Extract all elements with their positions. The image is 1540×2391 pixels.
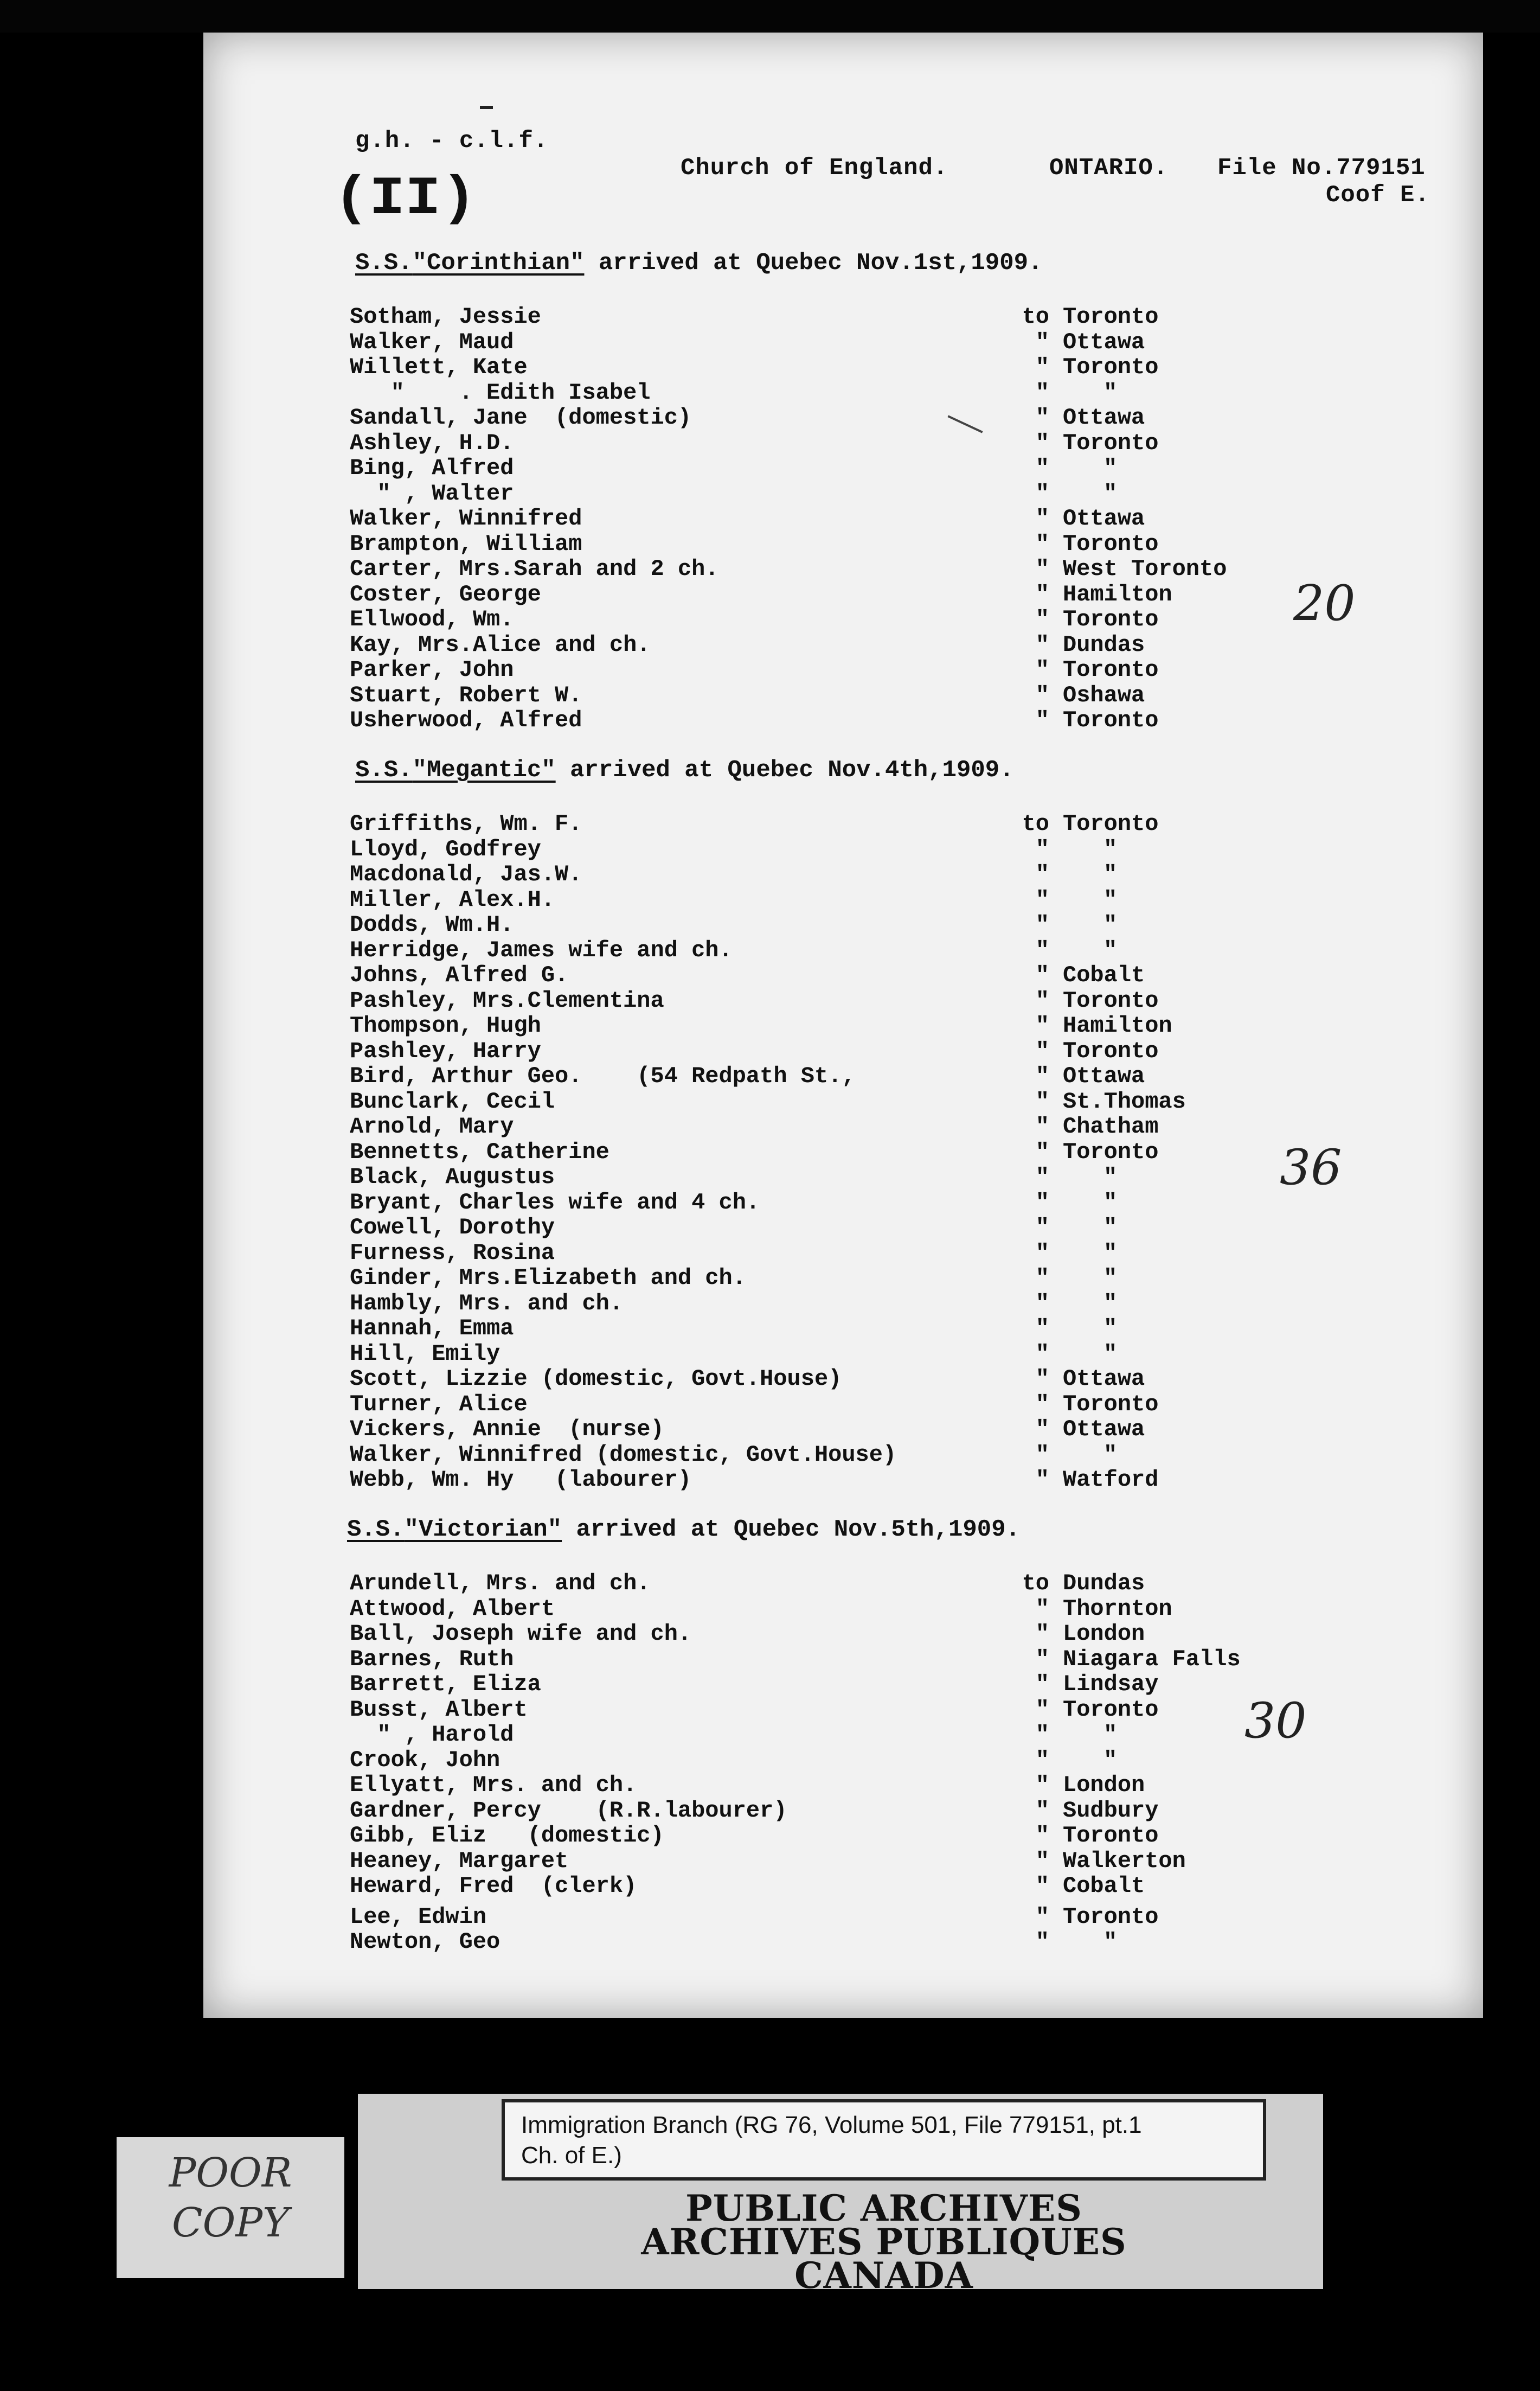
destination: Toronto: [1063, 304, 1159, 330]
to-marker: ": [1035, 1797, 1049, 1824]
passenger-name: Pashley, Mrs.Clementina: [350, 987, 664, 1014]
ship-name: "Corinthian": [412, 250, 585, 277]
destination: Chatham: [1063, 1114, 1159, 1140]
to-marker: ": [1035, 1873, 1049, 1899]
destination: Toronto: [1063, 606, 1159, 632]
handwritten-count: 36: [1280, 1139, 1342, 1196]
passenger-row: [203, 682, 1483, 707]
arrival-text: arrived at Quebec Nov.5th,1909.: [562, 1516, 1021, 1543]
passenger-name: Griffiths, Wm. F.: [350, 811, 582, 837]
passenger-name: Barnes, Ruth: [350, 1646, 514, 1672]
destination: ": [1103, 1265, 1118, 1291]
passenger-row: [203, 1416, 1483, 1441]
ship-heading: [355, 757, 1014, 784]
passenger-name: Ball, Joseph wife and ch.: [350, 1621, 692, 1647]
passenger-row: [203, 1747, 1483, 1772]
to-marker: ": [1035, 1290, 1049, 1316]
to-marker: ": [1035, 1265, 1049, 1291]
destination: St.Thomas: [1063, 1088, 1186, 1115]
passenger-name: Willett, Kate: [350, 354, 528, 380]
passenger-row: [203, 707, 1483, 732]
passenger-row: [203, 1038, 1483, 1063]
passenger-name: Kay, Mrs.Alice and ch.: [350, 631, 651, 658]
passenger-row: [203, 632, 1483, 657]
to-marker: ": [1035, 1164, 1049, 1190]
passenger-name: Bryant, Charles wife and 4 ch.: [350, 1189, 760, 1216]
passenger-row: [203, 1442, 1483, 1467]
ship-heading: [355, 250, 1042, 277]
poor-copy-line-2: COPY: [172, 2200, 289, 2246]
passenger-name: Bing, Alfred: [350, 455, 514, 481]
destination: Oshawa: [1063, 682, 1145, 708]
passenger-name: Furness, Rosina: [350, 1239, 555, 1266]
to-marker: ": [1035, 506, 1049, 532]
header-code: Coof E.: [1326, 182, 1430, 209]
header-province: ONTARIO.: [1049, 155, 1169, 182]
passenger-row: [203, 937, 1483, 962]
passenger-name: " , Walter: [350, 480, 514, 507]
destination: ": [1103, 912, 1118, 938]
destination: ": [1103, 1722, 1118, 1748]
passenger-name: Macdonald, Jas.W.: [350, 861, 582, 887]
destination: West Toronto: [1063, 556, 1227, 582]
passenger-name: Vickers, Annie (nurse): [350, 1416, 664, 1442]
passenger-row: [203, 836, 1483, 861]
passenger-row: [203, 1798, 1483, 1823]
passenger-row: [203, 912, 1483, 937]
passenger-name: Walker, Maud: [350, 329, 514, 355]
destination: ": [1103, 1239, 1118, 1266]
to-marker: ": [1035, 1903, 1049, 1930]
passenger-name: Dodds, Wm.H.: [350, 912, 514, 938]
to-marker: ": [1035, 912, 1049, 938]
passenger-name: Crook, John: [350, 1747, 501, 1773]
passenger-name: Newton, Geo: [350, 1929, 501, 1955]
destination: Toronto: [1063, 1038, 1159, 1064]
passenger-name: Pashley, Harry: [350, 1038, 541, 1064]
passenger-name: Hannah, Emma: [350, 1315, 514, 1341]
to-marker: ": [1035, 530, 1049, 557]
passenger-row: [203, 1596, 1483, 1621]
document-page: [203, 33, 1483, 2018]
to-marker: ": [1035, 1467, 1049, 1493]
to-marker: ": [1035, 379, 1049, 406]
destination: ": [1103, 1315, 1118, 1341]
passenger-name: Black, Augustus: [350, 1164, 555, 1190]
handwritten-count: 30: [1244, 1692, 1307, 1749]
archives-stamp: [640, 2187, 1128, 2297]
passenger-row: [203, 657, 1483, 682]
passenger-name: Carter, Mrs.Sarah and 2 ch.: [350, 556, 719, 582]
handwritten-mark: (ΙΙ): [333, 169, 477, 230]
destination: Thornton: [1063, 1595, 1172, 1622]
to-marker: to: [1022, 1570, 1049, 1596]
passenger-name: Attwood, Albert: [350, 1595, 555, 1622]
passenger-row: [203, 1904, 1483, 1929]
to-marker: ": [1035, 1340, 1049, 1367]
destination: Ottawa: [1063, 506, 1145, 532]
destination: Toronto: [1063, 1903, 1159, 1930]
passenger-row: [203, 962, 1483, 987]
to-marker: ": [1035, 1646, 1049, 1672]
passenger-row: [203, 887, 1483, 912]
destination: Toronto: [1063, 1823, 1159, 1849]
passenger-name: Gardner, Percy (R.R.labourer): [350, 1797, 787, 1824]
arrival-text: arrived at Quebec Nov.4th,1909.: [555, 757, 1014, 784]
passenger-name: Johns, Alfred G.: [350, 962, 569, 988]
passenger-row: [203, 1570, 1483, 1595]
passenger-row: [203, 481, 1483, 506]
passenger-row: [203, 405, 1483, 430]
passenger-name: " , Harold: [350, 1722, 514, 1748]
destination: Hamilton: [1063, 1013, 1172, 1039]
to-marker: ": [1035, 1214, 1049, 1241]
to-marker: ": [1035, 1441, 1049, 1468]
destination: ": [1103, 1340, 1118, 1367]
destination: Toronto: [1063, 1696, 1159, 1723]
passenger-row: [203, 1848, 1483, 1873]
to-marker: ": [1035, 987, 1049, 1014]
passenger-row: [203, 1366, 1483, 1391]
to-marker: ": [1035, 937, 1049, 963]
to-marker: ": [1035, 1063, 1049, 1089]
passenger-row: [203, 1315, 1483, 1340]
to-marker: ": [1035, 1013, 1049, 1039]
destination: ": [1103, 1189, 1118, 1216]
destination: Ottawa: [1063, 329, 1145, 355]
handwritten-count: 20: [1293, 575, 1356, 632]
to-marker: ": [1035, 962, 1049, 988]
destination: Lindsay: [1063, 1671, 1159, 1697]
passenger-name: Sotham, Jessie: [350, 304, 541, 330]
destination: Walkerton: [1063, 1847, 1186, 1874]
passenger-name: Ashley, H.D.: [350, 430, 514, 456]
to-marker: ": [1035, 405, 1049, 431]
destination: Cobalt: [1063, 962, 1145, 988]
passenger-name: Ellyatt, Mrs. and ch.: [350, 1772, 637, 1798]
arrival-text: arrived at Quebec Nov.1st,1909.: [584, 250, 1043, 277]
header-church: Church of England.: [681, 155, 948, 182]
destination: Niagara Falls: [1063, 1646, 1241, 1672]
to-marker: ": [1035, 606, 1049, 632]
passenger-name: Parker, John: [350, 657, 514, 683]
ship-heading: [347, 1516, 1020, 1543]
passenger-name: Bird, Arthur Geo. (54 Redpath St.,: [350, 1063, 856, 1089]
to-marker: ": [1035, 1847, 1049, 1874]
passenger-name: Thompson, Hugh: [350, 1013, 541, 1039]
destination: Cobalt: [1063, 1873, 1145, 1899]
to-marker: ": [1035, 836, 1049, 862]
ship-prefix: S.S.: [355, 250, 413, 277]
passenger-name: Hill, Emily: [350, 1340, 501, 1367]
passenger-row: [203, 581, 1483, 606]
passenger-name: Heward, Fred (clerk): [350, 1873, 637, 1899]
destination: ": [1103, 1929, 1118, 1955]
passenger-row: [203, 1873, 1483, 1898]
passenger-name: Barrett, Eliza: [350, 1671, 541, 1697]
to-marker: ": [1035, 1038, 1049, 1064]
to-marker: ": [1035, 682, 1049, 708]
passenger-row: [203, 1823, 1483, 1847]
to-marker: ": [1035, 354, 1049, 380]
passenger-row: [203, 1265, 1483, 1290]
destination: Watford: [1063, 1467, 1159, 1493]
destination: Toronto: [1063, 811, 1159, 837]
passenger-row: [203, 430, 1483, 455]
passenger-row: [203, 1341, 1483, 1366]
passenger-row: [203, 988, 1483, 1013]
archive-label-line-2: Ch. of E.): [521, 2142, 622, 2169]
poor-copy-card: [117, 2137, 344, 2278]
passenger-name: Brampton, William: [350, 530, 582, 557]
passenger-name: Herridge, James wife and ch.: [350, 937, 733, 963]
ship-name: "Megantic": [412, 757, 556, 784]
destination: ": [1103, 480, 1118, 507]
passenger-name: Hambly, Mrs. and ch.: [350, 1290, 624, 1316]
header-initials: g.h. - c.l.f.: [355, 127, 549, 155]
passenger-row: [203, 606, 1483, 631]
passenger-row: [203, 1772, 1483, 1797]
passenger-row: [203, 1114, 1483, 1139]
to-marker: ": [1035, 1772, 1049, 1798]
to-marker: ": [1035, 1416, 1049, 1442]
to-marker: ": [1035, 861, 1049, 887]
destination: ": [1103, 861, 1118, 887]
to-marker: ": [1035, 1929, 1049, 1955]
destination: Ottawa: [1063, 405, 1145, 431]
stamp-line-1: PUBLIC ARCHIVES: [685, 2187, 1082, 2229]
destination: Toronto: [1063, 707, 1159, 733]
stamp-line-2: ARCHIVES PUBLIQUES: [641, 2221, 1127, 2263]
destination: London: [1063, 1621, 1145, 1647]
passenger-name: Coster, George: [350, 581, 541, 608]
passenger-name: Usherwood, Alfred: [350, 707, 582, 733]
passenger-row: [203, 1391, 1483, 1416]
to-marker: ": [1035, 1391, 1049, 1417]
destination: ": [1103, 937, 1118, 963]
to-marker: ": [1035, 1114, 1049, 1140]
destination: Dundas: [1063, 631, 1145, 658]
passenger-row: [203, 1089, 1483, 1114]
passenger-name: Ellwood, Wm.: [350, 606, 514, 632]
destination: ": [1103, 455, 1118, 481]
ship-prefix: S.S.: [347, 1516, 405, 1543]
to-marker: ": [1035, 1189, 1049, 1216]
to-marker: ": [1035, 1088, 1049, 1115]
destination: Hamilton: [1063, 581, 1172, 608]
destination: Toronto: [1063, 1139, 1159, 1165]
passenger-row: [203, 1621, 1483, 1646]
passenger-row: [203, 811, 1483, 836]
to-marker: ": [1035, 329, 1049, 355]
passenger-name: Turner, Alice: [350, 1391, 528, 1417]
passenger-name: Busst, Albert: [350, 1696, 528, 1723]
passenger-row: [203, 1013, 1483, 1038]
passenger-name: Walker, Winnifred (domestic, Govt.House): [350, 1441, 897, 1468]
to-marker: ": [1035, 1671, 1049, 1697]
passenger-name: Bennetts, Catherine: [350, 1139, 609, 1165]
to-marker: ": [1035, 1696, 1049, 1723]
destination: Dundas: [1063, 1570, 1145, 1596]
to-marker: ": [1035, 1366, 1049, 1392]
to-marker: to: [1022, 811, 1049, 837]
destination: Ottawa: [1063, 1416, 1145, 1442]
to-marker: ": [1035, 707, 1049, 733]
passenger-row: [203, 380, 1483, 405]
destination: ": [1103, 379, 1118, 406]
passenger-row: [203, 861, 1483, 886]
destination: Toronto: [1063, 430, 1159, 456]
passenger-name: Scott, Lizzie (domestic, Govt.House): [350, 1366, 842, 1392]
poor-copy-line-1: POOR: [169, 2150, 292, 2196]
destination: Toronto: [1063, 1391, 1159, 1417]
destination: ": [1103, 836, 1118, 862]
passenger-row: [203, 354, 1483, 379]
passenger-name: Cowell, Dorothy: [350, 1214, 555, 1241]
destination: ": [1103, 1214, 1118, 1241]
passenger-name: Heaney, Margaret: [350, 1847, 569, 1874]
passenger-row: [203, 556, 1483, 581]
passenger-name: Gibb, Eliz (domestic): [350, 1823, 664, 1849]
passenger-name: Stuart, Robert W.: [350, 682, 582, 708]
to-marker: ": [1035, 455, 1049, 481]
to-marker: ": [1035, 1722, 1049, 1748]
passenger-row: [203, 531, 1483, 556]
to-marker: ": [1035, 1595, 1049, 1622]
passenger-name: Bunclark, Cecil: [350, 1088, 555, 1115]
passenger-row: [203, 455, 1483, 480]
passenger-row: [203, 1214, 1483, 1239]
ship-name: "Victorian": [404, 1516, 562, 1543]
to-marker: ": [1035, 886, 1049, 913]
passenger-name: Arnold, Mary: [350, 1114, 514, 1140]
to-marker: ": [1035, 581, 1049, 608]
destination: ": [1103, 1441, 1118, 1468]
ink-dash: [480, 106, 493, 109]
passenger-row: [203, 506, 1483, 530]
destination: ": [1103, 1290, 1118, 1316]
passenger-name: Arundell, Mrs. and ch.: [350, 1570, 651, 1596]
archive-label-line-1: Immigration Branch (RG 76, Volume 501, File 779151, pt.1: [521, 2112, 1142, 2138]
to-marker: to: [1022, 304, 1049, 330]
passenger-name: Ginder, Mrs.Elizabeth and ch.: [350, 1265, 746, 1291]
passenger-name: " . Edith Isabel: [350, 379, 651, 406]
destination: ": [1103, 1747, 1118, 1773]
destination: Ottawa: [1063, 1366, 1145, 1392]
passenger-row: [203, 1063, 1483, 1088]
passenger-row: [203, 329, 1483, 354]
to-marker: ": [1035, 1139, 1049, 1165]
passenger-name: Webb, Wm. Hy (labourer): [350, 1467, 692, 1493]
header-file-no: File No.779151: [1217, 155, 1426, 182]
to-marker: ": [1035, 657, 1049, 683]
to-marker: ": [1035, 1239, 1049, 1266]
to-marker: ": [1035, 1621, 1049, 1647]
destination: Sudbury: [1063, 1797, 1159, 1824]
passenger-name: Lee, Edwin: [350, 1903, 487, 1930]
passenger-name: Miller, Alex.H.: [350, 886, 555, 913]
to-marker: ": [1035, 1747, 1049, 1773]
ship-prefix: S.S.: [355, 757, 413, 784]
destination: ": [1103, 1164, 1118, 1190]
passenger-row: [203, 304, 1483, 329]
passenger-row: [203, 1646, 1483, 1671]
destination: Toronto: [1063, 987, 1159, 1014]
to-marker: ": [1035, 631, 1049, 658]
passenger-row: [203, 1240, 1483, 1265]
to-marker: ": [1035, 556, 1049, 582]
passenger-row: [203, 1290, 1483, 1315]
to-marker: ": [1035, 430, 1049, 456]
destination: Toronto: [1063, 354, 1159, 380]
passenger-name: Lloyd, Godfrey: [350, 836, 541, 862]
passenger-name: Walker, Winnifred: [350, 506, 582, 532]
destination: Ottawa: [1063, 1063, 1145, 1089]
destination: ": [1103, 886, 1118, 913]
passenger-name: Sandall, Jane (domestic): [350, 405, 692, 431]
destination: Toronto: [1063, 530, 1159, 557]
destination: Toronto: [1063, 657, 1159, 683]
film-border: [0, 0, 1540, 33]
destination: London: [1063, 1772, 1145, 1798]
archive-label: [502, 2099, 1266, 2181]
to-marker: ": [1035, 480, 1049, 507]
to-marker: ": [1035, 1315, 1049, 1341]
stamp-line-3: CANADA: [794, 2254, 973, 2297]
passenger-row: [203, 1929, 1483, 1954]
passenger-row: [203, 1467, 1483, 1492]
to-marker: ": [1035, 1823, 1049, 1849]
